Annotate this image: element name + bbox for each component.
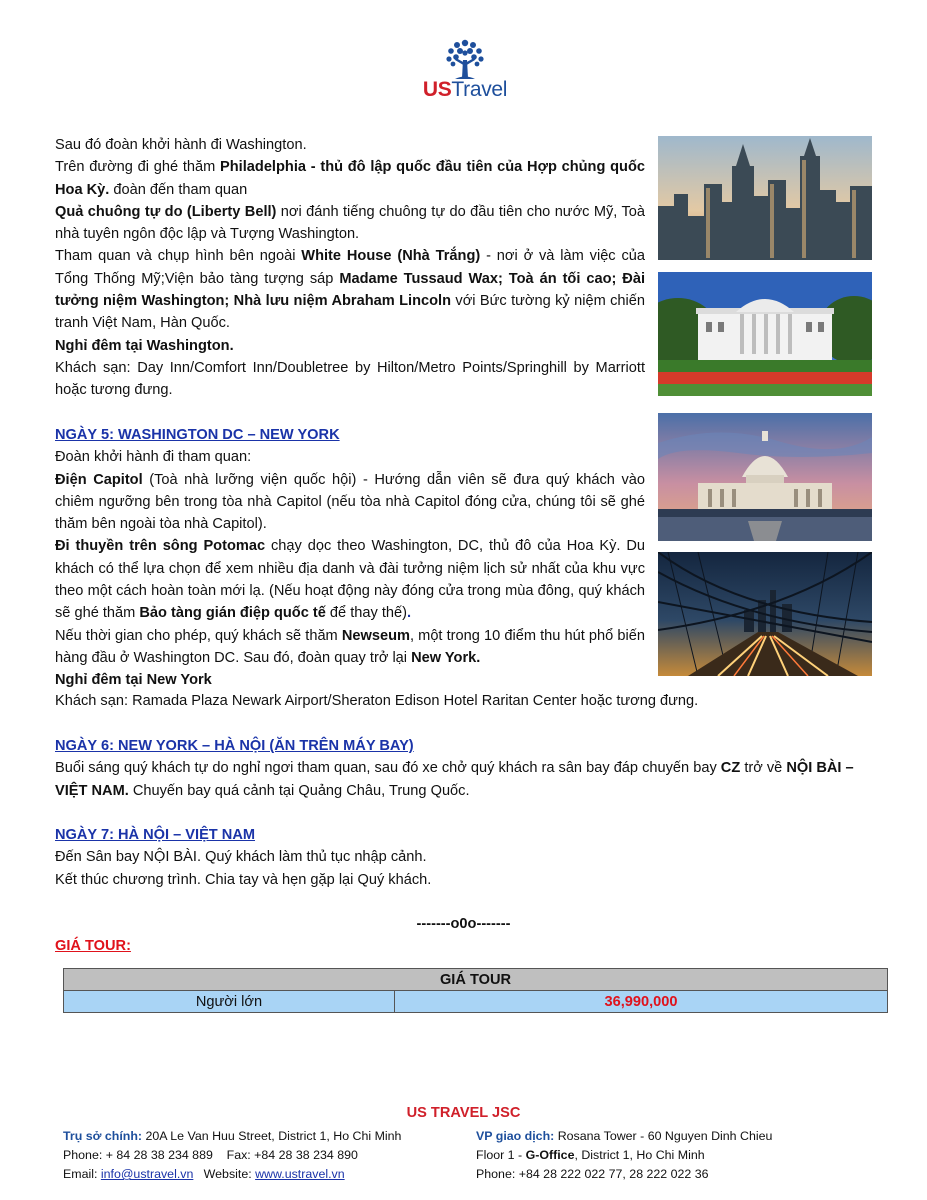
day5-block [55,424,645,692]
footer-phone-fax: Phone: + 84 28 38 234 889 Fax: +84 28 38 234 890 [63,1148,358,1162]
us-travel-logo [410,36,520,108]
intro-line-2: Trên đường đi ghé thăm Philadelphia - thủ đô lập quốc đầu tiên của Hợp chủng quốc Hoa Kỳ. đoàn đến tham quan [55,159,645,198]
footer-company: US TRAVEL JSC [406,1105,521,1121]
day7-line-1: Đến Sân bay NỘI BÀI. Quý khách làm thủ tục nhập cảnh. [55,849,427,866]
intro-line-1: Sau đó đoàn khởi hành đi Washington. [55,137,307,153]
footer-office-phone: Phone: +84 28 222 022 77, 28 222 022 36 [476,1167,709,1181]
day5-line-3: Đi thuyền trên sông Potomac chạy dọc theo Washington, DC, thủ đô của Hoa Kỳ. Du khách có thể lựa chọn để xem nhiều địa danh và đài tưởng niệm lịch sử nhất của khu vực theo một cách hoàn toàn mới lạ. (Nếu hoạt động này đóng cửa trong mùa đông, quý khách sẽ ghé thăm Bảo tàng gián điệp quốc tế để thay thế). [55,538,645,622]
capitol-photo [658,413,872,541]
white-house-photo [658,272,872,396]
overnight-new-york: Nghỉ đêm tại New York [55,672,212,689]
price-row-label: Người lớn [64,991,395,1013]
day6-text: Buổi sáng quý khách tự do nghỉ ngơi tham quan, sau đó xe chở quý khách ra sân bay đáp chuyến bay CZ trở về NỘI BÀI – VIỆT NAM. Chuyến bay quá cảnh tại Quảng Châu, Trung Quốc. [55,760,854,799]
footer-office: VP giao dịch: Rosana Tower - 60 Nguyen Dinh Chieu Floor 1 - G-Office, District 1, Ho Chi Minh Phone: +84 28 222 022 77, 28 222 022 36 [476,1127,772,1184]
day6-block [55,735,885,802]
price-table [63,968,888,1013]
website-link[interactable]: www.ustravel.vn [255,1167,345,1181]
tree-logo-icon [441,36,489,82]
price-heading: GIÁ TOUR: [55,938,131,954]
day5-line-1: Đoàn khởi hành đi tham quan: [55,449,252,466]
day6-title: NGÀY 6: NEW YORK – HÀ NỘI (ĂN TRÊN MÁY BAY) [55,738,414,754]
logo-travel: Travel [451,78,508,101]
intro-line-3: Quả chuông tự do (Liberty Bell) nơi đánh tiếng chuông tự do đầu tiên cho nước Mỹ, Toà nhà tuyên ngôn độc lập và Tượng Washington. [55,203,645,243]
intro-line-4: Tham quan và chụp hình bên ngoài White House (Nhà Trắng) - nơi ở và làm việc của Tổng Thống Mỹ;Viện bảo tàng tượng sáp Madame Tussaud Wax; Toà án tối cao; Đài tưởng niệm Washington; Nhà lưu niệm Abraham Lincoln với Bức tường kỷ niệm chiến tranh Việt Nam, Hàn Quốc. [55,248,646,332]
hotel-new-york: Khách sạn: Ramada Plaza Newark Airport/Sheraton Edison Hotel Raritan Center hoặc tương đưng. [55,693,699,709]
overnight-washington: Nghỉ đêm tại Washington. [55,337,234,354]
separator: -------o0o------- [416,916,511,932]
day5-line-4: Nếu thời gian cho phép, quý khách sẽ thăm Newseum, một trong 10 điểm thu hút phổ biến hàng đầu ở Washington DC. Sau đó, đoàn quay trở lại New York. [55,627,645,666]
price-table-header [64,969,888,991]
brooklyn-bridge-photo [658,552,872,676]
day7-line-2: Kết thúc chương trình. Chia tay và hẹn gặp lại Quý khách. [55,871,432,888]
day7-title: NGÀY 7: HÀ NỘI – VIỆT NAM [55,827,256,843]
price-row-value: 36,990,000 [395,991,888,1013]
price-table-header-cell: GIÁ TOUR [64,969,888,991]
hotel-washington: Khách sạn: Day Inn/Comfort Inn/Doubletree by Hilton/Metro Points/Springhill by Marriott hoặc tương đưng. [55,359,645,399]
logo-us: US [422,78,452,101]
email-link[interactable]: info@ustravel.vn [100,1167,194,1181]
intro-block [55,134,645,402]
day7-block [55,824,885,891]
day5-line-2: Điện Capitol (Toà nhà lưỡng viện quốc hội) - Hướng dẫn viên sẽ đưa quý khách vào chiêm ngưỡng bên trong tòa nhà Capitol (nếu tòa nhà Capitol đóng cửa, chúng tôi sẽ ghé thăm bên ngoài tòa nhà Capitol). [55,471,645,533]
philadelphia-photo [658,136,872,260]
day5-title: NGÀY 5: WASHINGTON DC – NEW YORK [55,427,340,443]
footer-hq: Trụ sở chính: 20A Le Van Huu Street, District 1, Ho Chi Minh Phone: + 84 28 38 234 889 Fax: +84 28 38 234 890 Email: info@ustravel.vn Website: www.ustravel.vn [63,1129,402,1181]
price-table-row [64,991,888,1013]
